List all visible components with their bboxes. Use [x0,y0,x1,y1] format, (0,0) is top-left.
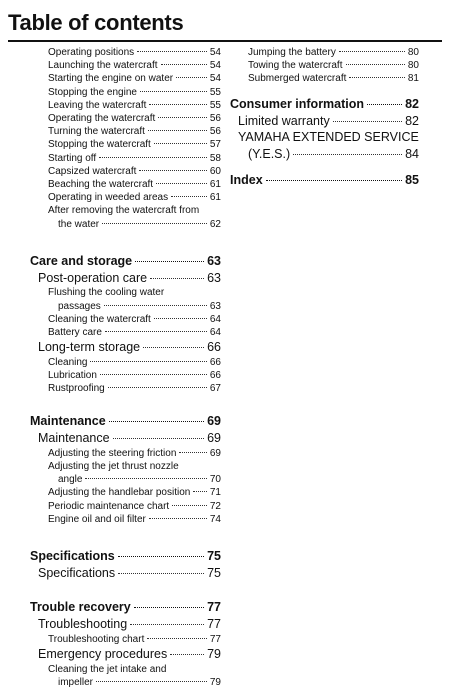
dot-leader [149,104,206,105]
entry-title: Maintenance [38,431,110,446]
dot-leader [130,624,204,625]
entry-title: Launching the watercraft [48,60,158,72]
page-number: 56 [209,113,221,125]
toc-entry[interactable] [230,59,419,72]
entry-title: Adjusting the steering friction [48,447,177,459]
section-yes-line1[interactable]: YAMAHA EXTENDED SERVICE [238,130,419,145]
entry-title: Specifications [30,548,115,563]
entry-title: Care and storage [30,253,133,268]
dot-leader [266,180,402,181]
page-number: 71 [209,487,221,499]
toc-entry[interactable] [30,676,221,689]
entry-title: Cleaning [48,356,88,368]
dot-leader [346,64,405,65]
toc-entry[interactable] [30,500,221,513]
dot-leader [135,261,204,262]
toc-entry[interactable] [30,99,221,112]
page-number: 75 [207,548,221,563]
entry-title: Limited warranty [238,113,330,128]
page-number: 54 [209,73,221,85]
toc-entry[interactable] [30,191,221,204]
dot-leader [193,491,207,492]
toc-entry[interactable] [30,513,221,526]
dot-leader [105,331,207,332]
dot-leader [150,278,204,279]
dot-leader [140,91,207,92]
dot-leader [134,607,204,608]
section-emergency-procedures[interactable] [30,646,221,663]
page-number: 77 [207,600,221,615]
toc-entry[interactable] [30,46,221,59]
page-title: Table of contents [8,10,184,35]
dot-leader [293,154,402,155]
dot-leader [333,121,402,122]
title-divider [8,40,442,42]
page-number: 67 [209,383,221,395]
entry-title: Periodic maintenance chart [48,500,170,512]
entry-title: Starting off [48,152,97,164]
page-number: 62 [209,218,221,230]
toc-entry[interactable] [30,86,221,99]
section-yes[interactable] [230,146,419,163]
page-number: 58 [209,152,221,164]
toc-entry[interactable] [230,46,419,59]
dot-leader [149,518,207,519]
dot-leader [339,51,405,52]
page-number: 57 [209,139,221,151]
entry-title: Towing the watercraft [248,60,343,72]
dot-leader [118,573,204,574]
dot-leader [158,117,207,118]
toc-entry[interactable] [230,72,419,85]
page-number: 74 [209,513,221,525]
toc-entry[interactable] [30,369,221,382]
section-limited-warranty[interactable] [230,113,419,130]
dot-leader [349,77,404,78]
entry-title: Emergency procedures [38,647,168,662]
chapter-maintenance[interactable] [30,413,221,430]
toc-entry-line1[interactable]: Adjusting the jet thrust nozzle [48,460,179,472]
dot-leader [96,681,207,682]
page-number: 56 [209,126,221,138]
toc-left-column [30,46,221,689]
toc-entry[interactable] [30,178,221,191]
entry-title: Specifications [38,565,116,580]
entry-title: Adjusting the handlebar position [48,487,191,499]
page-number: 54 [209,60,221,72]
dot-leader [99,157,207,158]
toc-entry[interactable] [30,447,221,460]
dot-leader [85,478,206,479]
toc-entry[interactable] [30,138,221,151]
entry-title: Stopping the engine [48,86,137,98]
entry-title: Index [230,173,263,188]
toc-entry[interactable] [30,165,221,178]
page-number: 82 [405,96,419,111]
toc-entry[interactable] [30,112,221,125]
dot-leader [179,452,206,453]
entry-title: Operating in weeded areas [48,192,169,204]
section-post-operation-care[interactable] [30,270,221,287]
entry-title: Turning the watercraft [48,126,145,138]
page-number: 69 [207,431,221,446]
dot-leader [171,196,207,197]
page-number: 63 [209,300,221,312]
page-number: 79 [209,676,221,688]
dot-leader [176,77,207,78]
entry-title: Jumping the battery [248,47,336,58]
toc-entry[interactable] [30,326,221,339]
toc-entry-line1[interactable]: Cleaning the jet intake and [48,663,167,675]
chapter-trouble-recovery[interactable] [30,599,221,616]
dot-leader [90,361,206,362]
chapter-care-and-storage[interactable] [30,253,221,270]
dot-leader [156,183,207,184]
page-number: 66 [209,369,221,381]
toc-entry[interactable] [30,486,221,499]
entry-title: Rustproofing [48,383,105,395]
entry-title: passages [58,300,101,312]
dot-leader [100,374,207,375]
page-number: 61 [209,192,221,204]
toc-entry[interactable] [30,125,221,138]
page-number: 75 [207,565,221,580]
entry-title: impeller [58,676,94,688]
toc-entry[interactable] [30,72,221,85]
page-number: 70 [209,474,221,486]
section-maintenance[interactable] [30,430,221,447]
toc-entry-line1[interactable]: Flushing the cooling water [48,287,165,299]
dot-leader [104,305,207,306]
page-number: 63 [207,270,221,285]
section-troubleshooting[interactable] [30,616,221,633]
entry-title: Stopping the watercraft [48,139,151,151]
entry-title: Beaching the watercraft [48,179,154,191]
toc-entry[interactable] [30,382,221,395]
entry-title: Engine oil and oil filter [48,513,146,525]
page-number: 85 [405,173,419,188]
dot-leader [118,556,204,557]
page-number: 64 [209,313,221,325]
entry-title: Maintenance [30,414,106,429]
page-number: 72 [209,500,221,512]
entry-title: Post-operation care [38,270,148,285]
toc-entry[interactable] [30,152,221,165]
page-number: 66 [207,340,221,355]
entry-title: the water [58,218,100,230]
page-number: 64 [209,326,221,338]
toc-entry[interactable] [30,356,221,369]
page-number: 69 [207,414,221,429]
entry-title: Troubleshooting chart [48,633,145,645]
page-number: 54 [209,47,221,58]
dot-leader [102,223,207,224]
entry-title: (Y.E.S.) [248,146,291,161]
dot-leader [109,421,204,422]
dot-leader [143,347,204,348]
dot-leader [172,505,207,506]
page-number: 79 [207,647,221,662]
dot-leader [108,387,207,388]
entry-title: Battery care [48,326,102,338]
entry-title: Cleaning the watercraft [48,313,151,325]
page-number: 55 [209,86,221,98]
entry-title: Capsized watercraft [48,165,137,177]
toc-entry[interactable] [30,300,221,313]
dot-leader [154,143,207,144]
page-number: 84 [405,146,419,161]
page-number: 81 [407,73,419,85]
dot-leader [367,104,402,105]
page-number: 55 [209,99,221,111]
page-number: 66 [209,356,221,368]
entry-title: Operating the watercraft [48,113,156,125]
dot-leader [148,130,207,131]
chapter-specifications[interactable] [30,548,221,565]
entry-title: Long-term storage [38,340,141,355]
toc-entry[interactable] [30,218,221,231]
dot-leader [147,638,207,639]
page-number: 69 [209,447,221,459]
entry-title: Starting the engine on water [48,73,174,85]
entry-title: angle [58,474,83,486]
toc-entry[interactable] [30,473,221,486]
entry-title: Consumer information [230,96,365,111]
page-number: 82 [405,113,419,128]
entry-title: Leaving the watercraft [48,99,147,111]
page-number: 80 [407,60,419,72]
dot-leader [137,51,207,52]
page-number: 77 [207,617,221,632]
entry-title: Operating positions [48,47,135,58]
dot-leader [113,438,205,439]
entry-title: Trouble recovery [30,600,131,615]
toc-right-column [230,46,419,189]
entry-title: Troubleshooting [38,617,128,632]
dot-leader [161,64,207,65]
page-number: 80 [407,47,419,58]
entry-title: Submerged watercraft [248,73,347,85]
page-number: 61 [209,179,221,191]
page-number: 63 [207,253,221,268]
section-specifications[interactable] [30,565,221,582]
chapter-consumer-information[interactable] [230,96,419,113]
toc-entry[interactable] [30,313,221,326]
chapter-index[interactable] [230,172,419,189]
section-long-term-storage[interactable] [30,339,221,356]
toc-entry-line1[interactable]: After removing the watercraft from [48,205,200,217]
page-number: 77 [209,633,221,645]
dot-leader [170,654,204,655]
dot-leader [139,170,207,171]
toc-entry[interactable] [30,59,221,72]
dot-leader [154,318,207,319]
entry-title: Lubrication [48,369,97,381]
page-number: 60 [209,165,221,177]
